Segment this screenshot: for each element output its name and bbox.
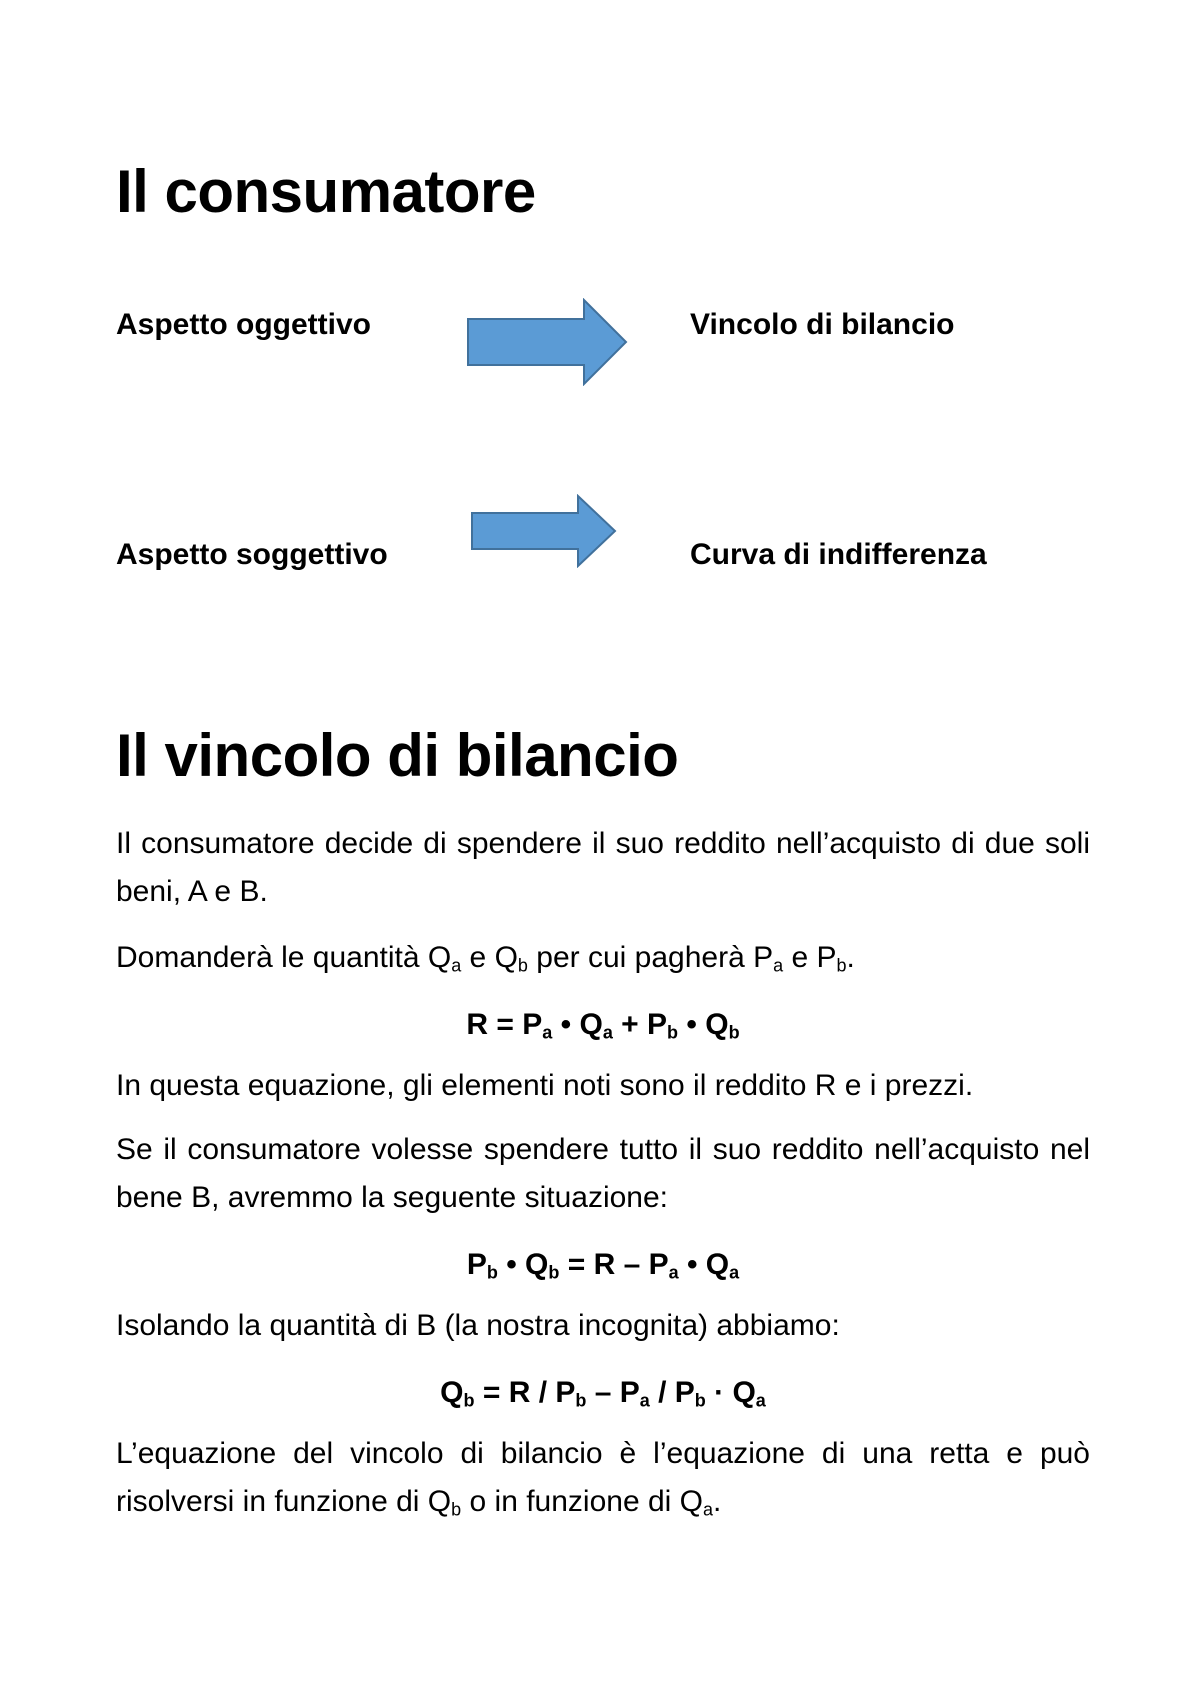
subscript: b (575, 1390, 587, 1411)
subscript: a (451, 955, 462, 976)
text-run: · Q (705, 1376, 756, 1409)
text-run: / P (649, 1376, 695, 1409)
section-title-consumatore: Il consumatore (116, 158, 536, 225)
arrow-right-icon (470, 494, 618, 568)
arrow-right-icon (466, 298, 630, 386)
subscript: b (548, 1262, 560, 1283)
equation-reddito (116, 1008, 1090, 1043)
text-run: Domanderà le quantità Q (116, 941, 452, 974)
text-run: . (846, 941, 855, 974)
text-run: Q (440, 1376, 464, 1409)
subscript: a (773, 955, 784, 976)
subscript: b (486, 1262, 498, 1283)
label-curva-di-indifferenza: Curva di indifferenza (690, 538, 987, 571)
text-run: e P (783, 941, 837, 974)
text-run: • Q (678, 1248, 730, 1281)
paragraph-retta (116, 1430, 1090, 1526)
text-run: = R – P (559, 1248, 669, 1281)
arrow-right-icon-shape (468, 300, 626, 384)
text-run: . (713, 1485, 722, 1518)
text-run: o in funzione di Q (461, 1485, 703, 1518)
subscript: b (836, 955, 847, 976)
subscript: a (703, 1499, 714, 1520)
text-run: per cui pagherà P (527, 941, 774, 974)
paragraph-elementi-noti: In questa equazione, gli elementi noti sono il reddito R e i prezzi. (116, 1069, 974, 1102)
label-vincolo-di-bilancio: Vincolo di bilancio (690, 308, 955, 341)
arrow-right-icon-shape (472, 496, 615, 566)
paragraph-domanda (116, 934, 1090, 982)
text-run: + P (612, 1008, 668, 1041)
equation-quantita-b (116, 1376, 1090, 1411)
text-run: – P (586, 1376, 640, 1409)
subscript: b (694, 1390, 706, 1411)
text-run: • Q (552, 1008, 603, 1041)
subscript: a (602, 1022, 613, 1043)
subscript: a (542, 1022, 553, 1043)
paragraph-situazione: Se il consumatore volesse spendere tutto il suo reddito nell’acquisto nel bene B, avremmo la seguente situazione: (116, 1133, 1090, 1214)
subscript: a (729, 1262, 740, 1283)
text-run: P (466, 1248, 487, 1281)
subscript: a (639, 1390, 650, 1411)
text-run: • Q (678, 1008, 729, 1041)
label-aspetto-oggettivo: Aspetto oggettivo (116, 308, 371, 341)
label-aspetto-soggettivo: Aspetto soggettivo (116, 538, 388, 571)
text-run: e Q (461, 941, 518, 974)
subscript: b (517, 955, 528, 976)
text-run: R = P (466, 1008, 543, 1041)
subscript: b (463, 1390, 475, 1411)
equation-spesa-b (116, 1248, 1090, 1283)
subscript: a (668, 1262, 679, 1283)
text-run: • Q (497, 1248, 549, 1281)
text-run: L’equazione del vincolo di bilancio è l’equazione di una retta e può risolversi in funzione di Q (116, 1437, 1090, 1518)
paragraph-isolando: Isolando la quantità di B (la nostra incognita) abbiamo: (116, 1309, 840, 1342)
text-run: = R / P (474, 1376, 576, 1409)
subscript: a (755, 1390, 766, 1411)
subscript: b (667, 1022, 679, 1043)
paragraph-intro: Il consumatore decide di spendere il suo reddito nell’acquisto di due soli beni, A e B. (116, 827, 1090, 908)
subscript: b (451, 1499, 462, 1520)
section-title-vincolo-di-bilancio: Il vincolo di bilancio (116, 722, 679, 789)
subscript: b (728, 1022, 740, 1043)
